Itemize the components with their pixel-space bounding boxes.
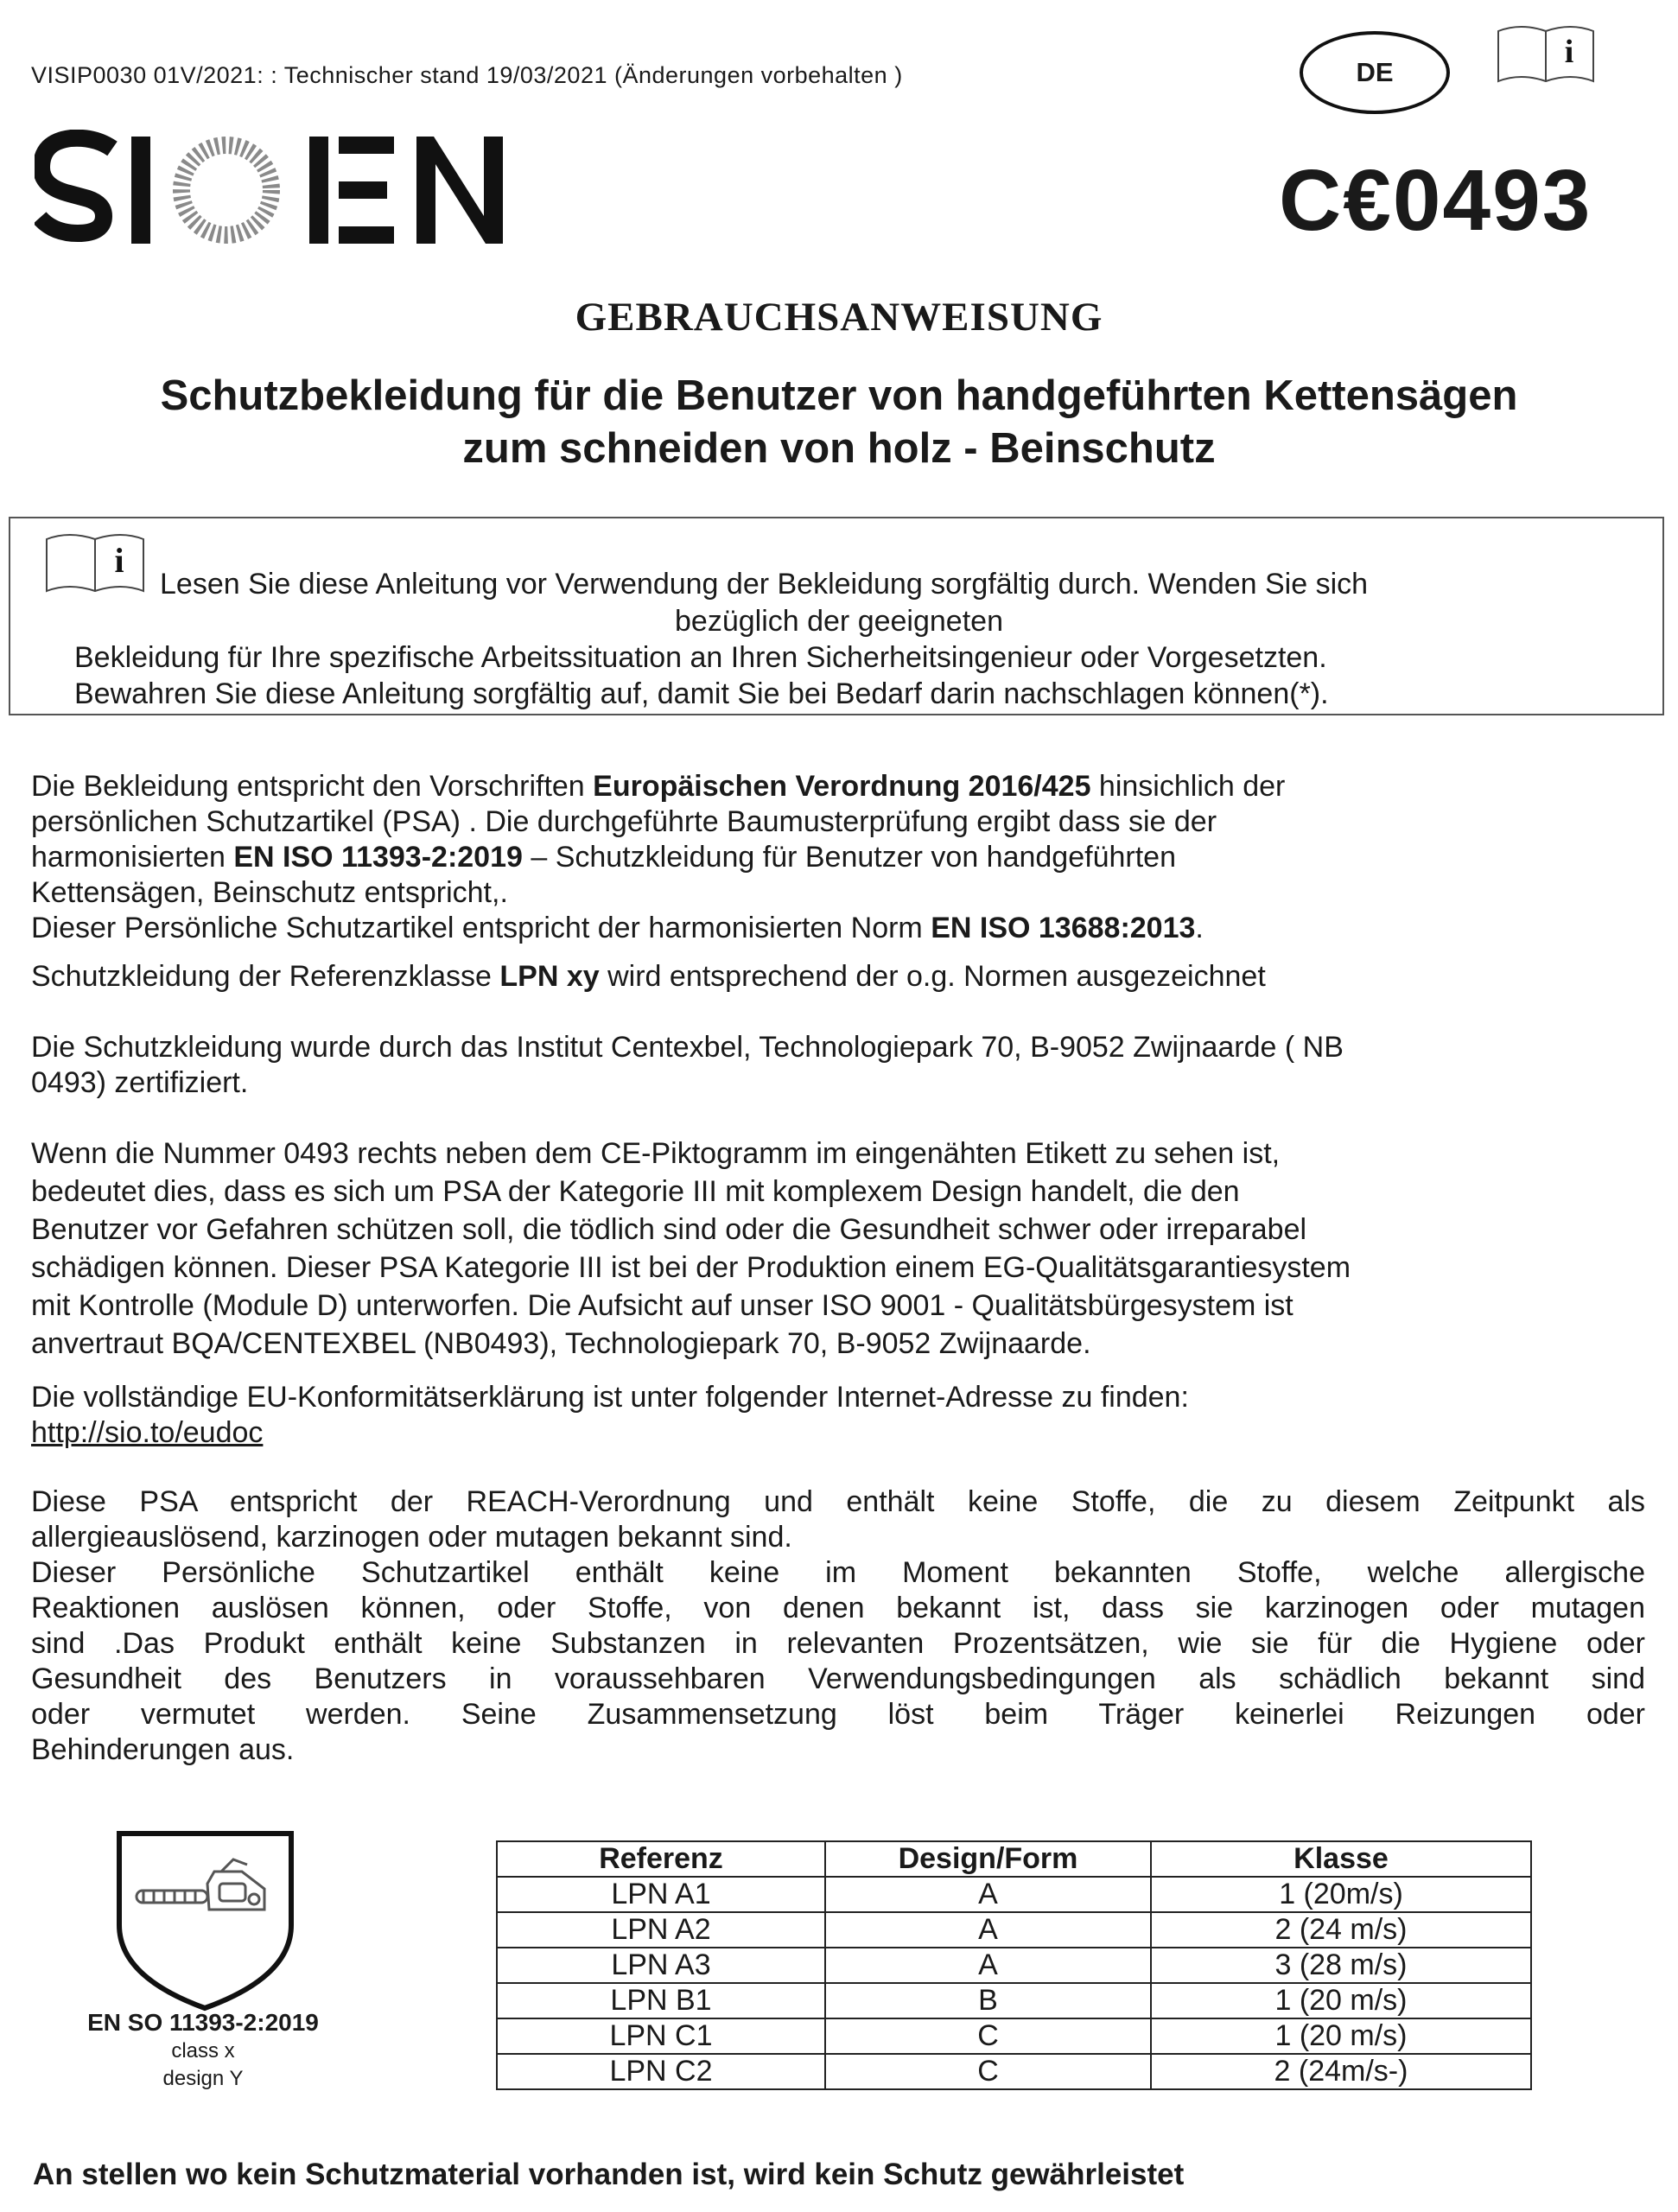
cell-class: 2 (24m/s-) [1151,2054,1531,2089]
cell-class: 1 (20m/s) [1151,1877,1531,1912]
paragraph-line [31,769,1647,804]
table-row [497,1983,1531,2018]
cell-reference: LPN A2 [497,1912,825,1948]
ce-symbol: C€ [1279,152,1393,249]
protection-warning: An stellen wo kein Schutzmaterial vorhanden ist, wird kein Schutz gewährleistet [33,2158,1185,2191]
paragraph-line: persönlichen Schutzartikel (PSA) . Die durchgeführte Baumusterprüfung ergibt dass sie der [31,805,1217,838]
cell-class: 1 (20 m/s) [1151,2018,1531,2054]
paragraph-line: anvertraut BQA/CENTEXBEL (NB0493), Technologiepark 70, B-9052 Zwijnaarde. [31,1327,1091,1360]
cell-class: 3 (28 m/s) [1151,1948,1531,1983]
text-run: – Schutzkleidung für Benutzer von handgeführten [522,841,1176,874]
info-book-icon [43,527,147,598]
subtitle-line: zum schneiden von holz - Beinschutz [462,425,1216,472]
cell-reference: LPN B1 [497,1983,825,2018]
pictogram-standard: EN SO 11393-2:2019 [87,2009,319,2036]
cell-reference: LPN A3 [497,1948,825,1983]
reference-table [496,1840,1532,2090]
paragraph-line: oder vermutet werden. Seine Zusammensetzung löst beim Träger keinerlei Reizungen oder [31,1698,1645,1731]
info-book-icon [1495,19,1597,88]
paragraph-line: Die Schutzkleidung wurde durch das Institut Centexbel, Technologiepark 70, B-9052 Zwijnaarde ( NB [31,1031,1344,1064]
table-row [497,1877,1531,1912]
table-row [497,1912,1531,1948]
paragraph-line: Dieser Persönliche Schutzartikel enthält keine im Moment bekannten Stoffe, welche allergische [31,1556,1645,1589]
standard-reference: EN ISO 13688:2013 [931,912,1196,944]
notified-body-number: 0493 [1392,152,1592,249]
svg-text:i: i [114,541,124,580]
pictogram-design: design Y [162,2067,244,2090]
reference-class-paragraph [31,959,1647,995]
column-header-reference: Referenz [497,1841,825,1877]
eu-declaration-link[interactable]: http://sio.to/eudoc [31,1416,264,1449]
text-run: Dieser Persönliche Schutzartikel entspricht der harmonisierten Norm [31,912,931,944]
document-subtitle [0,370,1678,475]
paragraph-line: mit Kontrolle (Module D) unterworfen. Die Aufsicht auf unser ISO 9001 - Qualitätsbürgesystem ist [31,1289,1293,1322]
cell-reference: LPN A1 [497,1877,825,1912]
cell-reference: LPN C1 [497,2018,825,2054]
language-badge: DE [1300,31,1450,114]
certification-paragraph [31,1030,1647,1101]
cell-design: C [825,2054,1151,2089]
text-run: hinsichlich der [1090,770,1286,803]
cell-class: 1 (20 m/s) [1151,1983,1531,2018]
paragraph-line: Wenn die Nummer 0493 rechts neben dem CE-Piktogramm im eingenähten Etikett zu sehen ist, [31,1137,1281,1170]
paragraph-line: 0493) zertifiziert. [31,1066,249,1099]
document-title: GEBRAUCHSANWEISUNG [575,295,1103,340]
cell-design: A [825,1948,1151,1983]
paragraph-line: Reaktionen auslösen können, oder Stoffe, von denen bekannt ist, dass sie karzinogen oder mutagen [31,1592,1645,1624]
info-text-line: Bewahren Sie diese Anleitung sorgfältig auf, damit Sie bei Bedarf darin nachschlagen können(*). [74,677,1329,710]
paragraph-line: Kettensägen, Beinschutz entspricht,. [31,876,508,909]
svg-text:i: i [1564,34,1574,70]
cell-design: B [825,1983,1151,2018]
reference-class: LPN xy [499,960,600,993]
table-row [497,2018,1531,2054]
paragraph-line [31,911,1647,946]
conformity-paragraph [31,769,1647,946]
text-run: wird entsprechend der o.g. Normen ausgezeichnet [599,960,1266,993]
paragraph-line: Benutzer vor Gefahren schützen soll, die tödlich sind oder die Gesundheit schwer oder irreparabel [31,1213,1307,1246]
table-row [497,1948,1531,1983]
paragraph-line: bedeutet dies, dass es sich um PSA der Kategorie III mit komplexem Design handelt, die den [31,1175,1240,1208]
cell-reference: LPN C2 [497,2054,825,2089]
sioen-logo [35,130,518,251]
info-text-line: Bekleidung für Ihre spezifische Arbeitssituation an Ihren Sicherheitsingenieur oder Vorgesetzten. [74,641,1327,674]
declaration-paragraph [31,1380,1647,1451]
paragraph-line: Gesundheit des Benutzers in voraussehbaren Verwendungsbedingungen als schädlich bekannt sind [31,1662,1645,1695]
cell-design: A [825,1912,1151,1948]
paragraph-line: Die vollständige EU-Konformitätserklärung ist unter folgender Internet-Adresse zu finden: [31,1381,1189,1414]
standard-reference: EN ISO 11393-2:2019 [233,841,523,874]
text-run: . [1195,912,1204,944]
text-run: Die Bekleidung entspricht den Vorschriften [31,770,594,803]
paragraph-line [31,840,1647,875]
subtitle-line: Schutzbekleidung für die Benutzer von handgeführten Kettensägen [160,372,1518,419]
pictogram-class: class x [171,2039,235,2063]
cell-design: C [825,2018,1151,2054]
paragraph-line: Behinderungen aus. [31,1733,295,1766]
regulation-reference: Europäischen Verordnung 2016/425 [593,770,1091,803]
paragraph-line: Diese PSA entspricht der REACH-Verordnung und enthält keine Stoffe, die zu diesem Zeitpunkt als [31,1485,1645,1518]
category-paragraph [31,1135,1647,1363]
ce-mark [1279,152,1592,249]
text-run: Schutzkleidung der Referenzklasse [31,960,500,993]
info-text-line: Lesen Sie diese Anleitung vor Verwendung der Bekleidung sorgfältig durch. Wenden Sie sich [160,568,1369,601]
reach-paragraph [31,1484,1645,1768]
cell-class: 2 (24 m/s) [1151,1912,1531,1948]
column-header-design: Design/Form [825,1841,1151,1877]
document-reference: VISIP0030 01V/2021: : Technischer stand 19/03/2021 (Änderungen vorbehalten ) [31,62,903,88]
table-row [497,2054,1531,2089]
table-header-row [497,1841,1531,1877]
text-run: harmonisierten [31,841,234,874]
info-text-line: bezüglich der geeigneten [675,605,1003,638]
paragraph-line [31,959,1647,995]
paragraph-line: sind .Das Produkt enthält keine Substanzen in relevanten Prozentsätzen, wie sie für die Hygiene oder [31,1627,1645,1660]
column-header-class: Klasse [1151,1841,1531,1877]
cell-design: A [825,1877,1151,1912]
paragraph-line: schädigen können. Dieser PSA Kategorie III ist bei der Produktion einem EG-Qualitätsgarantiesystem [31,1251,1351,1284]
chainsaw-shield-icon [112,1830,298,2012]
paragraph-line: allergieauslösend, karzinogen oder mutagen bekannt sind. [31,1521,792,1554]
